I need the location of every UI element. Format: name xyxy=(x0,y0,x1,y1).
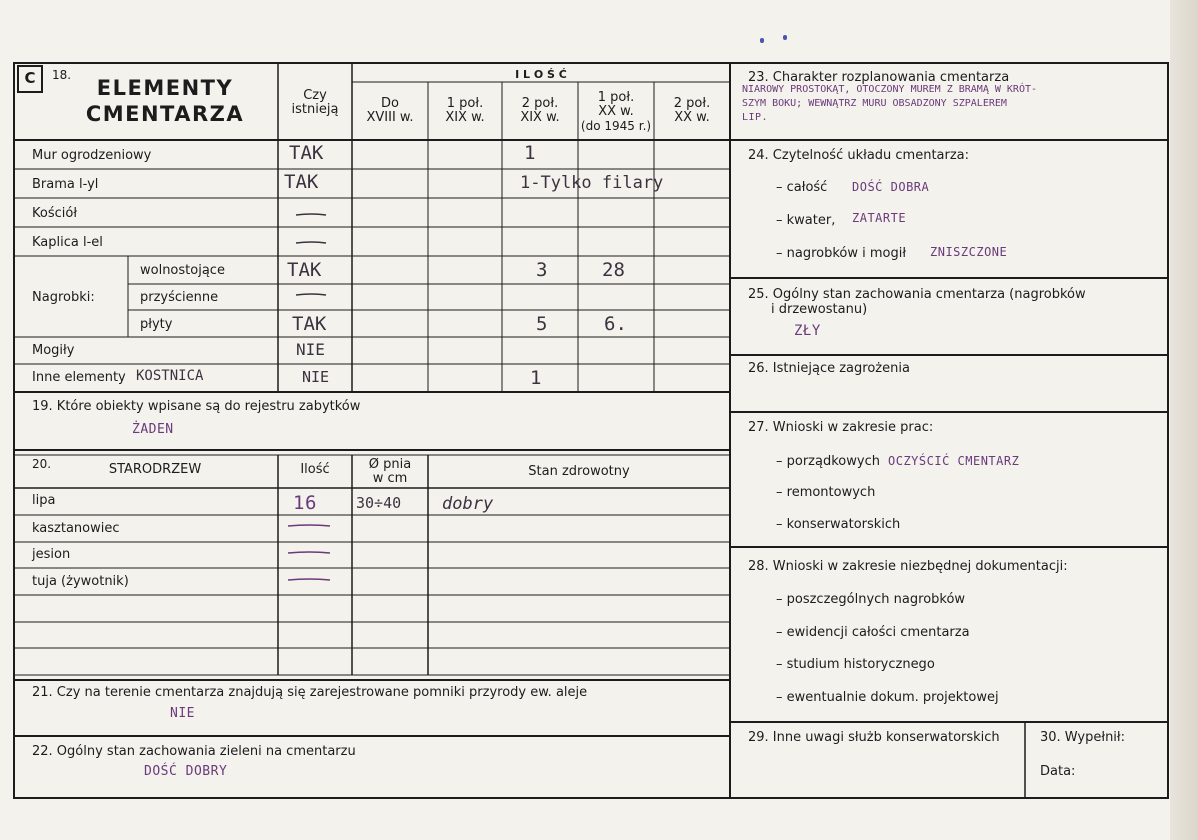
row-label-wallmounted: przyścienne xyxy=(140,290,219,305)
card-letter-box: C xyxy=(17,65,43,93)
section-18-title-line1: ELEMENTY xyxy=(96,76,234,100)
section-25-label-line1: 25. Ogólny stan zachowania cmentarza (nagrobków xyxy=(748,287,1086,302)
section-23-value-line2: SZYM BOKU; WEWNĄTRZ MURU OBSADZONY SZPALEREM xyxy=(742,98,1007,109)
exists-header-line2: istnieją xyxy=(291,102,339,117)
section-28-label: 28. Wnioski w zakresie niezbędnej dokumentacji: xyxy=(748,559,1068,574)
slabs-period4-value: 6. xyxy=(604,313,627,335)
period-header-3-sub: XIX w. xyxy=(520,110,560,125)
readability-tombs-value: ZNISZCZONE xyxy=(930,245,1008,259)
work-cleanup-label: – porządkowych xyxy=(776,454,880,469)
readability-overall-value: DOŚĆ DOBRA xyxy=(852,180,930,194)
section-22-value: DOŚĆ DOBRY xyxy=(144,764,228,779)
section-21-label: 21. Czy na terenie cmentarza znajdują się zarejestrowane pomniki przyrody ew. aleje xyxy=(32,685,588,700)
row-label-slabs: płyty xyxy=(140,317,173,332)
section-30-date-label: Data: xyxy=(1040,764,1076,779)
quantity-header: I L O Ś Ć xyxy=(515,68,567,81)
gate-exists-value: TAK xyxy=(284,171,319,193)
section-21-value: NIE xyxy=(170,706,195,721)
section-26-label: 26. Istniejące zagrożenia xyxy=(748,361,910,376)
section-19-label: 19. Które obiekty wpisane są do rejestru zabytków xyxy=(32,399,361,414)
period-header-5: 2 poł. xyxy=(673,96,711,111)
section-23-label: 23. Charakter rozplanowania cmentarza xyxy=(748,70,1010,85)
freestanding-exists-value: TAK xyxy=(287,259,322,281)
section-20-title: STARODRZEW xyxy=(108,462,202,477)
ink-dot xyxy=(760,38,764,43)
section-23-value-line3: LIP. xyxy=(742,112,769,123)
row-label-gate: Brama l-yl xyxy=(32,177,99,192)
doc-records-item: – ewidencji całości cmentarza xyxy=(776,625,970,640)
section-29-label: 29. Inne uwagi służb konserwatorskich xyxy=(748,730,1000,745)
work-cleanup-value: OCZYŚCIĆ CMENTARZ xyxy=(888,454,1020,468)
period-header-1-sub: XVIII w. xyxy=(366,110,414,125)
readability-quarters-label: – kwater, xyxy=(776,213,836,228)
graves-exists-value: NIE xyxy=(296,340,325,359)
period-header-4-note: (do 1945 r.) xyxy=(580,119,652,133)
section-18-title-line2: CMENTARZA xyxy=(85,102,245,126)
slabs-exists-value: TAK xyxy=(292,313,327,335)
gate-period3-value: 1-Tylko filary xyxy=(520,173,664,193)
row-label-chapel: Kaplica l-el xyxy=(32,235,103,250)
period-header-1: Do xyxy=(381,96,399,111)
tree-health-1: dobry xyxy=(442,494,494,514)
tree-qty-1: 16 xyxy=(293,492,317,514)
col-header-diameter: Ø pnia xyxy=(368,457,412,472)
row-label-freestanding: wolnostojące xyxy=(140,263,225,278)
other-period3-value: 1 xyxy=(530,367,542,389)
col-header-quantity: Ilość xyxy=(300,462,330,477)
doc-project-item: – ewentualnie dokum. projektowej xyxy=(776,690,999,705)
row-label-church: Kościół xyxy=(32,206,78,221)
readability-overall-label: – całość xyxy=(776,180,828,195)
section-18-number: 18. xyxy=(52,68,72,82)
row-label-wall: Mur ogrodzeniowy xyxy=(32,148,152,163)
exists-header-line1: Czy xyxy=(303,88,327,103)
section-30-label: 30. Wypełnił: xyxy=(1040,730,1125,745)
doc-tombs-item: – poszczególnych nagrobków xyxy=(776,592,966,607)
tree-name-3: jesion xyxy=(32,547,71,562)
row-label-graves: Mogiły xyxy=(32,343,75,358)
tree-name-1: lipa xyxy=(32,493,56,508)
section-19-value: ŻADEN xyxy=(132,422,174,437)
section-20-number: 20. xyxy=(32,457,52,471)
tree-name-4: tuja (żywotnik) xyxy=(32,574,129,589)
period-header-3: 2 poł. xyxy=(521,96,559,111)
readability-quarters-value: ZATARTE xyxy=(852,211,907,225)
wall-exists-value: TAK xyxy=(289,142,324,164)
row-label-tombs: Nagrobki: xyxy=(32,290,95,305)
period-header-2-sub: XIX w. xyxy=(445,110,485,125)
freestanding-period3-value: 3 xyxy=(536,259,548,281)
freestanding-period4-value: 28 xyxy=(602,259,625,281)
period-header-4: 1 poł. xyxy=(597,90,635,105)
slabs-period3-value: 5 xyxy=(536,313,548,335)
row-label-other: Inne elementy xyxy=(32,370,126,385)
col-header-health: Stan zdrowotny xyxy=(528,464,630,479)
wall-period3-value: 1 xyxy=(524,142,536,164)
section-22-label: 22. Ogólny stan zachowania zieleni na cmentarzu xyxy=(32,744,356,759)
tree-name-2: kasztanowiec xyxy=(32,521,120,536)
section-25-value: ZŁY xyxy=(794,323,821,339)
tree-diameter-1: 30÷40 xyxy=(356,494,402,512)
ink-dot xyxy=(783,35,787,40)
section-23-value-line1: NIAROWY PROSTOKĄT, OTOCZONY MUREM Z BRAMĄ W KRÓT- xyxy=(742,84,1038,95)
period-header-5-sub: XX w. xyxy=(674,110,710,125)
period-header-2: 1 poł. xyxy=(446,96,484,111)
section-24-label: 24. Czytelność układu cmentarza: xyxy=(748,148,970,163)
section-27-label: 27. Wnioski w zakresie prac: xyxy=(748,420,934,435)
work-conservation-label: – konserwatorskich xyxy=(776,517,901,532)
col-header-diameter-unit: w cm xyxy=(372,471,408,486)
doc-history-item: – studium historycznego xyxy=(776,657,935,672)
period-header-4-sub: XX w. xyxy=(598,104,634,119)
other-elements-handwritten: KOSTNICA xyxy=(136,368,204,384)
other-exists-value: NIE xyxy=(302,368,330,386)
work-repair-label: – remontowych xyxy=(776,485,876,500)
section-25-label-line2: i drzewostanu) xyxy=(771,302,868,317)
readability-tombs-label: – nagrobków i mogił xyxy=(776,246,907,261)
